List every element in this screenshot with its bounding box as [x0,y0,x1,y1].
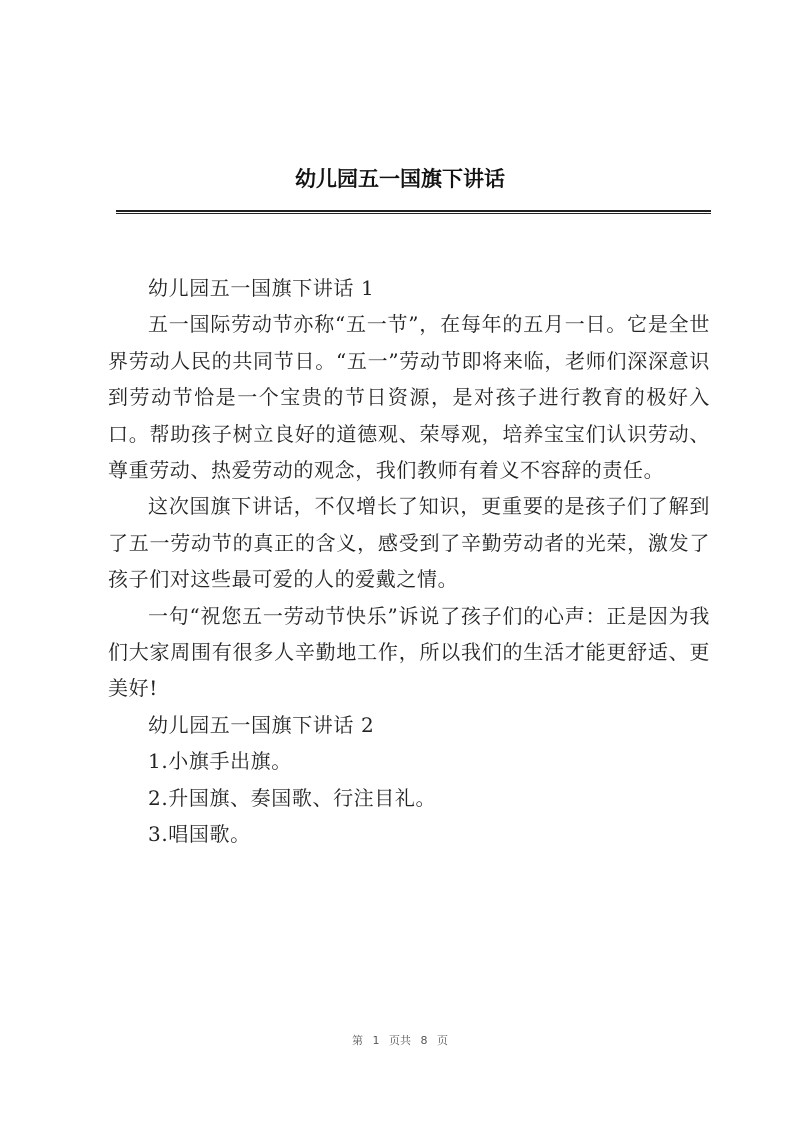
section-heading-1: 幼儿园五一国旗下讲话 1 [148,276,375,300]
paragraph: 这次国旗下讲话，不仅增长了知识，更重要的是孩子们了解到了五一劳动节的真正的含义，感受到了辛勤劳动者的光荣，激发了孩子们对这些最可爱的人的爱戴之情。 [108,494,710,592]
document-body [108,270,710,853]
paragraph: 一句“祝您五一劳动节快乐”诉说了孩子们的心声：正是因为我们大家周围有很多人辛勤地工作，所以我们的生活才能更舒适、更美好! [108,603,710,701]
section-heading-2: 幼儿园五一国旗下讲话 2 [148,712,375,737]
paragraph: 五一国际劳动节亦称“五一节”，在每年的五月一日。它是全世界劳动人民的共同节日。“五一”劳动节即将来临，老师们深深意识到劳动节恰是一个宝贵的节日资源，是对孩子进行教育的极好入口。帮助孩子树立良好的道德观、荣辱观，培养宝宝们认识劳动、尊重劳动、热爱劳动的观念，我们教师有着义不容辞的责任。 [108,312,710,483]
list-item: 2.升国旗、奏国歌、行注目礼。 [148,785,437,810]
list-item: 3.唱国歌。 [148,822,251,847]
list-item: 1.小旗手出旗。 [148,749,292,774]
title-divider [116,210,711,214]
document-title: 幼儿园五一国旗下讲话 [295,167,505,191]
page-number: 第 1 页共 8 页 [352,1034,448,1047]
